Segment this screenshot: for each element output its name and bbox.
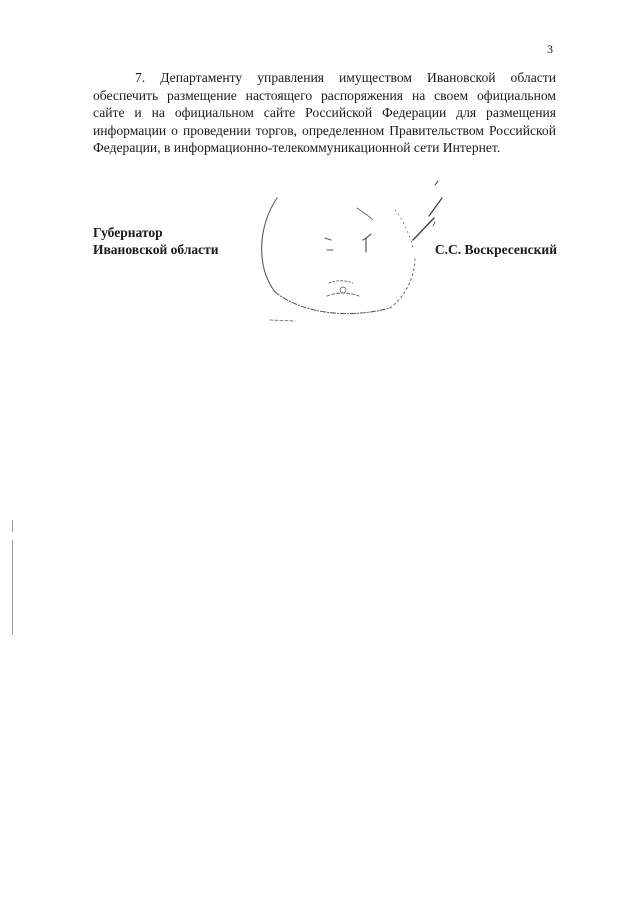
signature-position xyxy=(93,224,219,258)
paragraph-item-7: 7. Департаменту управления имуществом Ивановской области обеспечить размещение настоящего распоряжения на своем официальном сайте и на официальном сайте Российской Федерации для размещения информации о проведении торгов, определенном Правительством Российской Федерации, в информационно-телекоммуникационной сети Интернет. xyxy=(93,70,556,156)
signature-position-line1: Губернатор xyxy=(93,225,163,240)
scan-edge-mark xyxy=(12,540,13,635)
page-number: 3 xyxy=(547,42,553,56)
signature-name: С.С. Воскресенский xyxy=(434,242,557,257)
official-stamp-icon xyxy=(245,180,445,340)
scan-edge-mark xyxy=(12,520,13,532)
signature-position-line2: Ивановской области xyxy=(93,242,219,257)
